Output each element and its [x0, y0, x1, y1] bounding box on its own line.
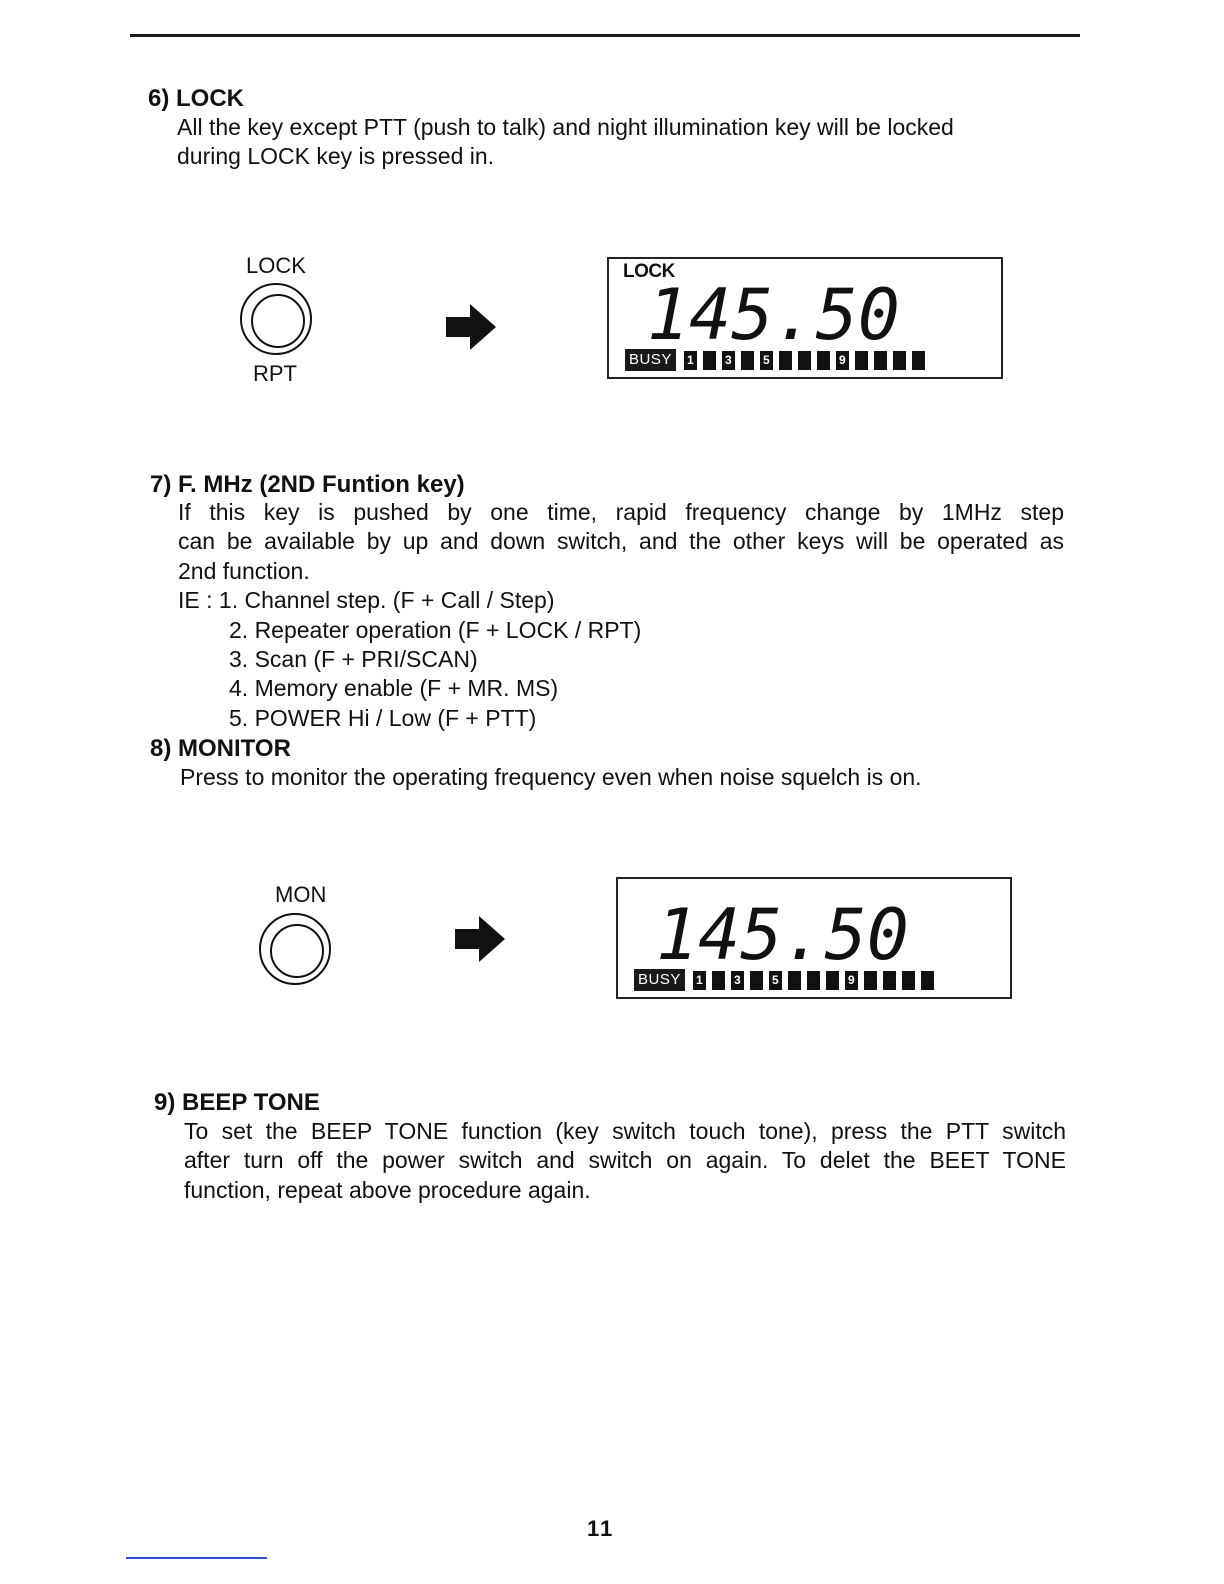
lock-key-button-icon — [240, 283, 312, 355]
lcd-display-lock — [607, 257, 1003, 379]
top-rule — [130, 34, 1080, 37]
rpt-key-label: RPT — [253, 361, 297, 386]
segment-number: 3 — [722, 351, 735, 370]
segment-number: 9 — [845, 971, 858, 990]
lock-key-label: LOCK — [246, 253, 306, 278]
segment-number: 5 — [769, 971, 782, 990]
segment — [779, 351, 792, 370]
text-line: 3. Scan (F + PRI/SCAN) — [229, 646, 478, 673]
lcd-frequency: 145.50 — [647, 281, 900, 347]
segment — [912, 351, 925, 370]
lcd-display-monitor — [616, 877, 1012, 999]
text-line: To set the BEEP TONE function (key switch touch tone), press the PTT switch — [184, 1118, 1066, 1144]
section-title-fmhz: 7) F. MHz (2ND Funtion key) — [150, 471, 465, 498]
page-number: 11 — [587, 1516, 615, 1541]
lcd-signal-bar — [634, 969, 940, 991]
right-arrow-icon — [455, 916, 505, 962]
segment — [826, 971, 839, 990]
section-title-beep-tone: 9) BEEP TONE — [154, 1089, 320, 1116]
section-title-lock: 6) LOCK — [148, 85, 244, 112]
lcd-frequency-digits — [647, 281, 907, 347]
segment — [874, 351, 887, 370]
text-line: If this key is pushed by one time, rapid frequency change by 1MHz step — [178, 499, 1064, 525]
mon-key-label: MON — [275, 882, 327, 907]
segment — [864, 971, 877, 990]
bottom-rule — [126, 1557, 267, 1559]
text-line: 4. Memory enable (F + MR. MS) — [229, 675, 559, 702]
beep-tone-description — [184, 1117, 1066, 1205]
fmhz-description — [178, 498, 1064, 733]
segment — [883, 971, 896, 990]
segment — [855, 351, 868, 370]
text-line: after turn off the power switch and switch on again. To delet the BEET TONE — [184, 1147, 1066, 1174]
text-line: can be available by up and down switch, and the other keys will be operated as — [178, 528, 1064, 555]
text-line: during LOCK key is pressed in. — [177, 143, 495, 170]
segment — [902, 971, 915, 990]
lcd-frequency-digits — [656, 901, 916, 967]
text-line: 2. Repeater operation (F + LOCK / RPT) — [229, 616, 642, 643]
busy-indicator: BUSY — [625, 349, 676, 371]
text-line: All the key except PTT (push to talk) and night illumination key will be locked — [177, 114, 954, 140]
text-line: 2nd function. — [178, 557, 310, 584]
lcd-lock-indicator: LOCK — [623, 261, 675, 282]
segment-number: 1 — [693, 971, 706, 990]
lcd-signal-bar — [625, 349, 931, 371]
segment — [817, 351, 830, 370]
monitor-description — [180, 763, 922, 792]
segment — [703, 351, 716, 370]
lcd-frequency: 145.50 — [656, 901, 909, 967]
segment — [807, 971, 820, 990]
segment — [893, 351, 906, 370]
lock-description — [177, 113, 954, 172]
text-line: function, repeat above procedure again. — [184, 1176, 591, 1203]
section-title-monitor: 8) MONITOR — [150, 735, 291, 762]
right-arrow-icon — [446, 304, 496, 350]
segment-number: 1 — [684, 351, 697, 370]
segment — [788, 971, 801, 990]
mon-key-button-icon — [259, 913, 331, 985]
text-line: 5. POWER Hi / Low (F + PTT) — [229, 704, 537, 731]
segment-number: 5 — [760, 351, 773, 370]
segment — [741, 351, 754, 370]
segment — [750, 971, 763, 990]
text-line: Press to monitor the operating frequency even when noise squelch is on. — [180, 764, 922, 790]
segment-number: 9 — [836, 351, 849, 370]
segment — [798, 351, 811, 370]
text-line: IE : 1. Channel step. (F + Call / Step) — [178, 587, 555, 614]
segment-number: 3 — [731, 971, 744, 990]
segment — [921, 971, 934, 990]
segment — [712, 971, 725, 990]
busy-indicator: BUSY — [634, 969, 685, 991]
